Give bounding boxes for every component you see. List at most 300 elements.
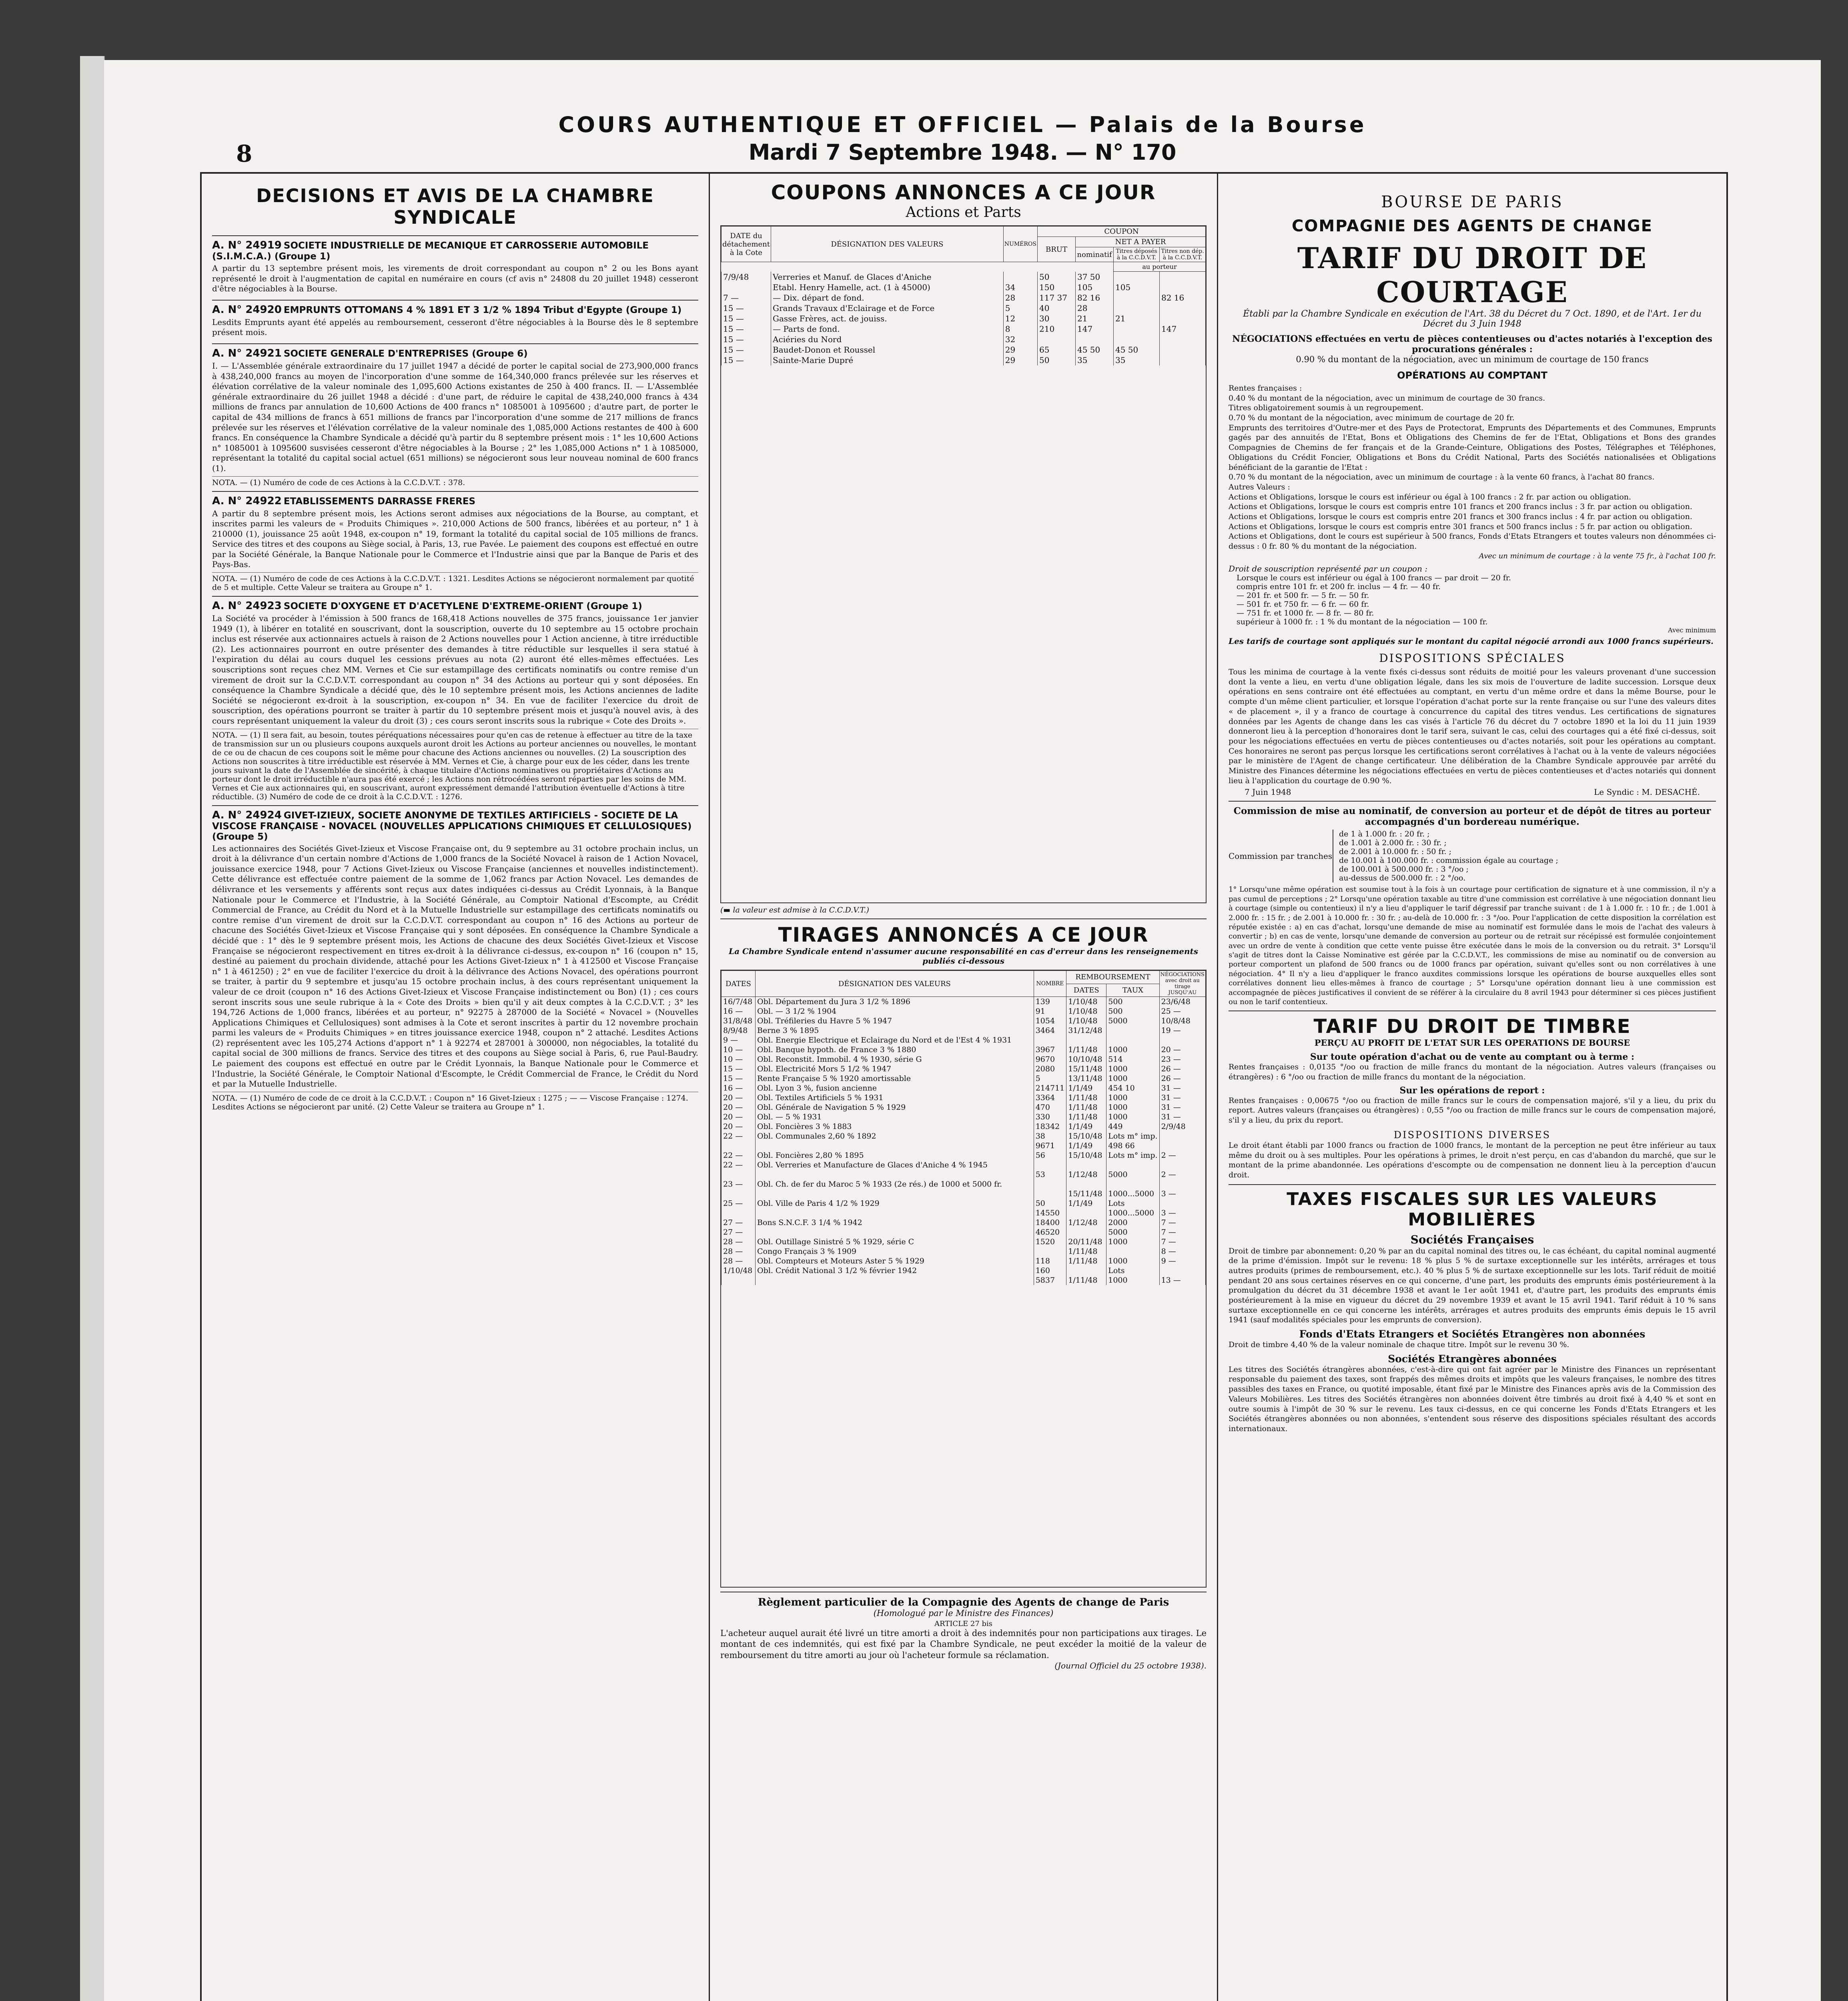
commission-label: Commission par tranches <box>1229 851 1333 861</box>
tirage-row-cell: 16 — <box>722 1007 756 1016</box>
divider <box>720 918 1207 919</box>
commission-title: Commission de mise au nominatif, de conversion au porteur et de dépôt de titres au porteur accompagnés d'un bordereau numérique. <box>1233 806 1711 828</box>
tirage-row-cell: 5837 <box>1034 1275 1066 1285</box>
tirage-row-cell: Obl. Banque hypoth. de France 3 % 1880 <box>756 1045 1034 1055</box>
coupon-row-cell: 50 <box>1038 355 1076 365</box>
tirage-row-cell: 1000 <box>1106 1275 1159 1285</box>
tirage-row-cell <box>1066 1227 1106 1237</box>
tirage-row-cell: 8 — <box>1159 1247 1205 1256</box>
tirage-row-cell: 1000...5000 <box>1106 1189 1159 1199</box>
tirage-row-cell <box>756 1189 1034 1199</box>
coupon-row-cell: 147 <box>1076 324 1114 334</box>
commission-line: au-dessus de 500.000 fr. : 2 °/oo. <box>1339 874 1466 883</box>
tirage-row-cell: 1000 <box>1106 1064 1159 1074</box>
commission-line: de 2.001 à 10.000 fr. : 50 fr. ; <box>1339 847 1452 856</box>
tirage-row-cell: 20 — <box>722 1093 756 1103</box>
tirage-row <box>722 1131 1206 1141</box>
tirages-table <box>721 970 1206 1285</box>
tirage-row-cell: 28 — <box>722 1247 756 1256</box>
tirage-row-cell: 1000 <box>1106 1112 1159 1122</box>
coupon-row-cell: 105 <box>1114 282 1160 293</box>
tirage-row-cell: 1/11/48 <box>1066 1275 1106 1285</box>
comptant-line: Actions et Obligations, dont le cours est supérieur à 500 francs, Fonds d'Etats Etrangers et toutes valeurs non dénommées ci-dessus : 0 fr. 80 % du montant de la négociation. <box>1229 532 1716 551</box>
tirage-row-cell: 23 — <box>722 1179 756 1189</box>
coupons-col-coupon: COUPON <box>1038 227 1206 237</box>
tirage-row-cell <box>1066 1160 1106 1170</box>
reglement-subtitle: (Homologué par le Ministre des Finances) <box>873 1608 1054 1618</box>
tirage-row-cell <box>1159 1035 1205 1045</box>
tirage-row-cell <box>722 1189 756 1199</box>
tirage-row <box>722 1179 1206 1189</box>
tirage-row-cell: Obl. Electricité Mors 5 1/2 % 1947 <box>756 1064 1034 1074</box>
coupon-row-cell: 150 <box>1038 282 1076 293</box>
coupon-row-cell <box>1160 334 1206 345</box>
avis-list <box>212 235 698 1115</box>
coupon-row-cell <box>1160 272 1206 282</box>
tirage-row-cell: 1/1/49 <box>1066 1122 1106 1131</box>
coupon-row-cell: 29 <box>1003 345 1037 355</box>
tirage-row-cell: 27 — <box>722 1218 756 1227</box>
coupon-row-cell: 50 <box>1038 272 1076 282</box>
tirage-row-cell <box>1159 1266 1205 1275</box>
tirage-row-cell: Obl. — 5 % 1931 <box>756 1112 1034 1122</box>
avis-body: I. — L'Assemblée générale extraordinaire du 17 juillet 1947 a décidé de porter le capital social de 273,900,000 francs à 438,240,000 francs au moyen de l'incorporation d'une somme de 164,340,000 francs prélevée sur les réserves et élévation corrélative de la valeur nominale des 1,095,600 Actions existantes de 250 à 400 francs. II. — L'Assemblée générale extraordinaire du 26 juillet 1948 a décidé : d'une part, de réduire le capital de 438,240,000 francs à 434 millions de francs par annulation de 10,600 Actions de 400 francs n° 1085001 à 1095600 ; d'autre part, de porter le capital de 434 millions de francs à 651 millions de francs par l'incorporation d'une somme de 217 millions de francs prélevée sur les réserves et l'élévation corrélative de la valeur nominale des 1,085,000 Actions restantes de 400 à 600 francs. En conséquence la Chambre Syndicale a décidé qu'à partir du 8 septembre présent mois : 1° les 10,600 Actions n° 1085001 à 1095600 susvisées cesseront d'être négociables à la Bourse ; 2° les 1,085,000 Actions n° 1 à 1085000, représentant la totalité du capital social actuel (651 millions) se négocieront sous leur nouveau nominal de 600 francs (1). <box>212 361 698 473</box>
tirage-row-cell: 1000...5000 <box>1106 1208 1159 1218</box>
comptant-line: 0.40 % du montant de la négociation, avec un minimum de courtage de 30 francs. <box>1229 393 1545 403</box>
coupon-row-cell: 105 <box>1076 282 1114 293</box>
souscription-min: Avec minimum <box>1668 626 1716 634</box>
coupon-row-cell <box>1114 303 1160 313</box>
tirage-row-cell: 31/8/48 <box>722 1016 756 1026</box>
coupon-row-cell: Baudet-Donon et Roussel <box>771 345 1004 355</box>
avis-note: NOTA. — (1) Numéro de code de ce droit à la C.C.D.V.T. : Coupon n° 16 Givet-Izieux : 1275 ; — — Viscose Française : 1274. Lesdites Actions se négocieront par unité. (2) Cette Valeur se traitera au Groupe n° 1. <box>212 1092 698 1111</box>
dispositions-title: DISPOSITIONS SPÉCIALES <box>1379 652 1565 665</box>
souscription-line: — 751 fr. et 1000 fr. — 8 fr. — 80 fr. <box>1237 609 1374 618</box>
commission-lines <box>1333 830 1558 882</box>
tirage-row-cell: 1/10/48 <box>1066 997 1106 1007</box>
coupon-row-cell <box>1114 272 1160 282</box>
coupon-row <box>722 324 1206 334</box>
tirage-row-cell: 15 — <box>722 1074 756 1083</box>
decisions-title: DECISIONS ET AVIS DE LA CHAMBRE SYNDICALE <box>256 185 654 228</box>
tirage-row-cell: Obl. Tréfileries du Havre 5 % 1947 <box>756 1016 1034 1026</box>
tirage-row-cell: 3464 <box>1034 1026 1066 1035</box>
coupon-row-cell: Etabl. Henry Hamelle, act. (1 à 45000) <box>771 282 1004 293</box>
avis-item <box>212 235 698 300</box>
reglement-body: L'acheteur auquel aurait été livré un titre amorti a droit à des indemnités pour non participations aux tirages. Le montant de ces indemnités, qui est fixé par la Chambre Syndicale, ne peut excéder la moitié de la valeur de remboursement du titre amorti au jour où l'acheteur formule sa réclamation. <box>720 1628 1207 1660</box>
tirage-row-cell: 31 — <box>1159 1093 1205 1103</box>
tirage-row-cell: 330 <box>1034 1112 1066 1122</box>
tirage-row-cell: 27 — <box>722 1227 756 1237</box>
tirages-col-dates: DATES <box>722 971 756 997</box>
tirage-row-cell: 2000 <box>1106 1218 1159 1227</box>
tirage-row-cell: 13 — <box>1159 1275 1205 1285</box>
tirage-row-cell: Obl. Crédit National 3 1/2 % février 1942 <box>756 1266 1034 1275</box>
tirage-row-cell: 22 — <box>722 1131 756 1141</box>
tirage-row-cell: 15/10/48 <box>1066 1151 1106 1160</box>
tirage-row-cell <box>1159 1160 1205 1170</box>
coupon-row-cell: 65 <box>1038 345 1076 355</box>
tirage-row-cell: Obl. Compteurs et Moteurs Aster 5 % 1929 <box>756 1256 1034 1266</box>
tirage-row-cell <box>1106 1026 1159 1035</box>
coupons-col-porteur: au porteur <box>1114 262 1206 272</box>
tirage-row-cell: 38 <box>1034 1131 1066 1141</box>
avis-note: NOTA. — (1) Numéro de code de ces Actions à la C.C.D.V.T. : 1321. Lesdites Actions se négocieront normalement par quotité de 5 et multiple. Cette Valeur se traitera au Groupe n° 1. <box>212 572 698 592</box>
coupon-row-cell: — Parts de fond. <box>771 324 1004 334</box>
coupon-row-cell: 147 <box>1160 324 1206 334</box>
tirage-row-cell: 15 — <box>722 1064 756 1074</box>
comptant-line: Titres obligatoirement soumis à un regroupement. <box>1229 403 1424 413</box>
coupon-row-cell: Grands Travaux d'Eclairage et de Force <box>771 303 1004 313</box>
tirage-row-cell <box>722 1275 756 1285</box>
tirage-row-cell: 31 — <box>1159 1103 1205 1112</box>
coupon-row-cell: 15 — <box>722 324 771 334</box>
coupon-row-cell: 117 37 <box>1038 293 1076 303</box>
tirage-row-cell: Lots <box>1106 1199 1159 1208</box>
tirages-col-taux: TAUX <box>1106 984 1159 997</box>
tirage-row-cell: 28 — <box>722 1256 756 1266</box>
tirage-row-cell: 50 <box>1034 1199 1066 1208</box>
coupons-table-box <box>720 225 1207 903</box>
comptant-block <box>1229 383 1716 551</box>
tirage-row-cell: 1/11/48 <box>1066 1112 1106 1122</box>
coupons-col-date: DATE du détachement à la Cote <box>722 227 771 262</box>
tirage-row-cell <box>722 1208 756 1218</box>
avis-number: A. N° 24923 <box>212 600 282 612</box>
coupon-row-cell: 15 — <box>722 313 771 324</box>
tirage-row-cell: Obl. Ville de Paris 4 1/2 % 1929 <box>756 1199 1034 1208</box>
tirage-row-cell: 10 — <box>722 1045 756 1055</box>
reglement-source: (Journal Officiel du 25 octobre 1938). <box>1054 1660 1207 1670</box>
tirage-row-cell: 10/10/48 <box>1066 1055 1106 1064</box>
tirage-row-cell <box>1106 1160 1159 1170</box>
tirage-row-cell <box>1034 1189 1066 1199</box>
tirage-row-cell: Berne 3 % 1895 <box>756 1026 1034 1035</box>
tirage-row <box>722 1160 1206 1170</box>
coupon-row-cell: 15 — <box>722 345 771 355</box>
tirage-row-cell: 214711 <box>1034 1083 1066 1093</box>
tirage-row <box>722 1083 1206 1093</box>
avis-number: A. N° 24919 <box>212 239 282 251</box>
tirage-row <box>722 1189 1206 1199</box>
coupons-note: (▬ la valeur est admise à la C.C.D.V.T.) <box>720 906 869 914</box>
soc-fr-body: Droit de timbre par abonnement: 0,20 % par an du capital nominal des titres ou, le cas échéant, du capital nominal augmenté de la prime d'émission. Impôt sur le revenu: 18 % plus 5 % de surtaxe exceptionnelle sur les intérêts, arrérages et tous autres produits (primes de remboursement, etc.). 40 % plus 5 % de surtaxe exceptionnelle sur les lots. Tarif réduit de moitié pendant 20 ans sous certaines réserves en ce qui concerne, d'une part, les produits des emprunts émis postérieurement à la promulgation du décret du 31 décembre 1938 et avant le 1er août 1941 et, d'autre part, les produits des emprunts émis postérieurement à la mise en vigueur du décret du 29 novembre 1939 et avant le 15 avril 1941. Tarif réduit à 10 % sans surtaxe exceptionnelle en ce qui concerne les intérêts, arrérages et autres produits des emprunts émis depuis le 15 avril 1941 (sauf modalités spéciales pour les emprunts de conversion). <box>1229 1246 1716 1325</box>
tirage-row-cell: 16/7/48 <box>722 997 756 1007</box>
timbre-h2: Sur les opérations de report : <box>1399 1085 1545 1096</box>
tirage-row-cell: 9 — <box>1159 1256 1205 1266</box>
tirage-row-cell: 10 — <box>722 1055 756 1064</box>
tirage-row-cell: 91 <box>1034 1007 1066 1016</box>
tirage-row-cell <box>756 1141 1034 1151</box>
tirage-row-cell <box>1066 1208 1106 1218</box>
column-decisions <box>202 174 710 2001</box>
tirage-row-cell: 18342 <box>1034 1122 1066 1131</box>
coupon-row-cell: Gasse Frères, act. de jouiss. <box>771 313 1004 324</box>
tirage-row <box>722 1208 1206 1218</box>
tirage-row-cell: 15/11/48 <box>1066 1189 1106 1199</box>
tirage-row-cell: 28 — <box>722 1237 756 1247</box>
coupon-row-cell: 45 50 <box>1114 345 1160 355</box>
coupon-row-cell: 35 <box>1114 355 1160 365</box>
timbre-h1: Sur toute opération d'achat ou de vente au comptant ou à terme : <box>1310 1052 1635 1063</box>
commission-line: de 100.001 à 500.000 fr. : 3 °/oo ; <box>1339 865 1469 874</box>
tirage-row <box>722 997 1206 1007</box>
tirage-row-cell <box>756 1275 1034 1285</box>
tirage-row-cell: 500 <box>1106 997 1159 1007</box>
tirage-row-cell: 1/11/48 <box>1066 1093 1106 1103</box>
tirage-row-cell <box>1034 1247 1066 1256</box>
coupons-col-nondeposes: Titres non dép. à la C.C.D.V.T. <box>1160 247 1206 262</box>
tirage-row-cell: 1000 <box>1106 1237 1159 1247</box>
tirage-row-cell: 454 10 <box>1106 1083 1159 1093</box>
tirage-row <box>722 1055 1206 1064</box>
masthead-title: COURS AUTHENTIQUE ET OFFICIEL — Palais de la Bourse <box>558 112 1367 137</box>
tirage-row-cell: 3967 <box>1034 1045 1066 1055</box>
tirage-row-cell: 5000 <box>1106 1227 1159 1237</box>
coupon-row-cell: 32 <box>1003 334 1037 345</box>
coupon-row-cell: 28 <box>1076 303 1114 313</box>
tirage-row-cell: 3 — <box>1159 1189 1205 1199</box>
comptant-line: Actions et Obligations, lorsque le cours est inférieur ou égal à 100 francs : 2 fr. par action ou obligation. <box>1229 492 1632 501</box>
tirages-col-remboursement: REMBOURSEMENT <box>1066 971 1159 984</box>
newspaper-page <box>104 60 1821 2001</box>
tirage-row-cell <box>1106 1179 1159 1189</box>
coupons-title: COUPONS ANNONCES A CE JOUR <box>771 181 1156 204</box>
coupon-row-cell <box>1076 334 1114 345</box>
coupons-col-net: NET A PAYER <box>1076 237 1206 247</box>
tirage-row-cell: 25 — <box>1159 1007 1205 1016</box>
avis-title: SOCIETE GENERALE D'ENTREPRISES (Groupe 6) <box>283 348 528 359</box>
tirage-row-cell <box>1066 1035 1106 1045</box>
coupon-row-cell <box>1114 293 1160 303</box>
tirage-row-cell: Lots m° imp. <box>1106 1131 1159 1141</box>
tirages-col-nombre: NOMBRE <box>1034 971 1066 997</box>
coupon-row-cell: 15 — <box>722 334 771 345</box>
page-number: 8 <box>236 140 253 167</box>
tirage-row-cell: 1000 <box>1106 1074 1159 1083</box>
coupon-row-cell: 82 16 <box>1076 293 1114 303</box>
coupon-row-cell: 37 50 <box>1076 272 1114 282</box>
timbre-l1: Rentes françaises : 0,0135 °/oo ou fraction de mille francs du montant de la négociation. Autres valeurs (françaises ou étrangères) : 6 °/oo ou fraction de mille francs du montant de la négociation. <box>1229 1063 1716 1082</box>
tirage-row-cell <box>722 1170 756 1179</box>
tirage-row-cell <box>1034 1179 1066 1189</box>
tirage-row-cell: 3364 <box>1034 1093 1066 1103</box>
comptant-lines <box>1229 383 1716 551</box>
tirage-row-cell: 1000 <box>1106 1103 1159 1112</box>
tirage-row-cell: 2/9/48 <box>1159 1122 1205 1131</box>
coupon-row-cell <box>1114 334 1160 345</box>
divider <box>1229 801 1716 802</box>
coupon-row-cell: 30 <box>1038 313 1076 324</box>
coupons-col-nominatif: nominatif <box>1076 247 1114 262</box>
coupons-col-designation: DÉSIGNATION DES VALEURS <box>771 227 1004 262</box>
avis-title: SOCIETE D'OXYGENE ET D'ACETYLENE D'EXTREME-ORIENT (Groupe 1) <box>283 601 642 612</box>
coupon-row-cell: Verreries et Manuf. de Glaces d'Aniche <box>771 272 1004 282</box>
tarif-courtage-title: TARIF DU DROIT DE COURTAGE <box>1297 241 1648 309</box>
coupon-row-cell: 8 <box>1003 324 1037 334</box>
comptant-line: Autres Valeurs : <box>1229 482 1290 491</box>
tirages-col-rdates: DATES <box>1066 984 1106 997</box>
tirage-row-cell: 15/10/48 <box>1066 1131 1106 1141</box>
soc-fr-title: Sociétés Françaises <box>1410 1233 1534 1246</box>
tirage-row-cell <box>1034 1160 1066 1170</box>
avis-number: A. N° 24921 <box>212 347 282 359</box>
tirage-row-cell <box>1066 1266 1106 1275</box>
tirage-row-cell: 1000 <box>1106 1093 1159 1103</box>
tirage-row <box>722 1074 1206 1083</box>
commission-tranches <box>1229 830 1716 882</box>
tirage-row-cell: 14550 <box>1034 1208 1066 1218</box>
dispositions-body: Tous les minima de courtage à la vente fixés ci-dessus sont réduits de moitié pour les valeurs provenant d'une succession dont la vente a lieu, en vertu d'une obligation légale, dans les six mois de l'ouverture de ladite succession. Lorsque deux opérations en sens contraire ont été effectuées au comptant, en vertu d'un même ordre et dans la même Bourse, pour le compte d'un même client particulier, et lorsque l'opération d'achat porte sur la rente française ou sur l'une des valeurs dites « de placement », il y a franco de courtage à concurrence du capital des titres vendus. Les certifications de signatures données par les Agents de change dans les cas visés à l'article 76 du décret du 7 octobre 1890 et la loi du 11 juin 1939 donneront lieu à la perception d'honoraires dont le tarif sera, suivant le cas, celui des courtages qui a été fixé ci-dessus, soit pour les négociations effectuées en vertu de pièces contentieuses ou d'actes notariés, soit pour les opérations au comptant. Ces honoraires ne seront pas perçus lorsque les certifications seront corrélatives à l'achat ou à la vente de valeurs négociées par le ministère de l'Agent de change certificateur. Une délibération de la Chambre Syndicale approuvée par arrêté du Ministre des Finances détermine les négociations effectuées en vertu de pièces contentieuses et d'actes notariés qui donnent lieu à l'application du courtage de 0.90 %. <box>1229 668 1716 785</box>
tirage-row <box>722 1026 1206 1035</box>
timbre-title: TARIF DU DROIT DE TIMBRE <box>1313 1015 1631 1038</box>
avis-note: NOTA. — (1) Numéro de code de ces Actions à la C.C.D.V.T. : 378. <box>212 476 698 487</box>
coupons-subtitle: Actions et Parts <box>906 204 1021 221</box>
divers-title: DISPOSITIONS DIVERSES <box>1393 1129 1551 1141</box>
tirage-row-cell: 5 <box>1034 1074 1066 1083</box>
coupon-row-cell: 21 <box>1076 313 1114 324</box>
coupon-row-cell <box>1160 313 1206 324</box>
tirage-row-cell: 5000 <box>1106 1170 1159 1179</box>
signature-syndic: Le Syndic : M. DESACHÉ. <box>1594 787 1700 797</box>
tirage-row-cell: 16 — <box>722 1083 756 1093</box>
coupon-row-cell: 7/9/48 <box>722 272 771 282</box>
coupon-row-cell: 29 <box>1003 355 1037 365</box>
tirage-row-cell: Obl. Foncières 2,80 % 1895 <box>756 1151 1034 1160</box>
signature-date: 7 Juin 1948 <box>1245 787 1291 797</box>
tirage-row-cell: 23 — <box>1159 1055 1205 1064</box>
tirage-row <box>722 1266 1206 1275</box>
coupon-row <box>722 355 1206 365</box>
comptant-line: 0.70 % du montant de la négociation, avec minimum de courtage de 20 fr. <box>1229 413 1515 423</box>
tirage-row-cell: 22 — <box>722 1160 756 1170</box>
fonds-body: Droit de timbre 4,40 % de la valeur nominale de chaque titre. Impôt sur le revenu 30 %. <box>1229 1340 1569 1349</box>
tirage-row-cell: 2 — <box>1159 1170 1205 1179</box>
fonds-title: Fonds d'Etats Etrangers et Sociétés Etrangères non abonnées <box>1299 1328 1646 1340</box>
coupons-rows <box>722 272 1206 365</box>
comptant-line: Rentes françaises : <box>1229 384 1302 393</box>
coupon-row-cell <box>722 282 771 293</box>
tirage-row-cell <box>756 1170 1034 1179</box>
tirage-row-cell: 1/11/48 <box>1066 1247 1106 1256</box>
tirage-row-cell: 1/12/48 <box>1066 1218 1106 1227</box>
tirage-row <box>722 1035 1206 1045</box>
avis-item <box>212 300 698 343</box>
tirage-row-cell: 20 — <box>722 1122 756 1131</box>
tirage-row-cell: 1/1/49 <box>1066 1083 1106 1093</box>
coupon-row <box>722 282 1206 293</box>
tirage-row <box>722 1064 1206 1074</box>
tirage-row-cell <box>1106 1247 1159 1256</box>
tirage-row-cell: Obl. Reconstit. Immobil. 4 % 1930, série G <box>756 1055 1034 1064</box>
tirage-row <box>722 1103 1206 1112</box>
tirage-row-cell: 20 — <box>722 1112 756 1122</box>
tirage-row-cell: Obl. Lyon 3 %, fusion ancienne <box>756 1083 1034 1093</box>
timbre-subtitle: PERÇU AU PROFIT DE L'ETAT SUR LES OPERATIONS DE BOURSE <box>1314 1038 1630 1048</box>
tirage-row <box>722 1247 1206 1256</box>
masthead-date: Mardi 7 Septembre 1948. — N° 170 <box>748 140 1177 165</box>
tirage-row-cell: 19 — <box>1159 1026 1205 1035</box>
tirage-row-cell: 7 — <box>1159 1237 1205 1247</box>
tirage-row-cell: 20 — <box>1159 1045 1205 1055</box>
tirage-row-cell: 18400 <box>1034 1218 1066 1227</box>
tirage-row-cell: 1/10/48 <box>722 1266 756 1275</box>
coupon-row <box>722 272 1206 282</box>
divider <box>1229 1184 1716 1185</box>
tirages-table-box <box>720 970 1207 1588</box>
tirage-row-cell: 1/11/48 <box>1066 1103 1106 1112</box>
tirage-row-cell <box>722 1141 756 1151</box>
tirage-row-cell: 7 — <box>1159 1218 1205 1227</box>
tirage-row-cell: 449 <box>1106 1122 1159 1131</box>
timbre-l2: Rentes françaises : 0,00675 °/oo ou fraction de mille francs sur le cours de compensation majoré, s'il y a lieu, du prix du report. Autres valeurs (françaises ou étrangères) : 0,55 °/oo ou fraction de mille francs sur le cours de compensation majoré, s'il y a lieu, du prix du report. <box>1229 1096 1716 1125</box>
tirage-row-cell <box>1159 1141 1205 1151</box>
minimum-note: Avec un minimum de courtage : à la vente 75 fr., à l'achat 100 fr. <box>1479 551 1716 560</box>
soc-abon-title: Sociétés Etrangères abonnées <box>1388 1353 1557 1365</box>
coupon-row-cell <box>1003 272 1037 282</box>
tirage-row-cell: 13/11/48 <box>1066 1074 1106 1083</box>
tarif-note: Les tarifs de courtage sont appliqués sur le montant du capital négocié arrondi aux 1000 francs supérieurs. <box>1229 636 1714 646</box>
coupon-row-cell: 7 — <box>722 293 771 303</box>
tirage-row-cell: 25 — <box>722 1199 756 1208</box>
tirage-row-cell: Obl. Ch. de fer du Maroc 5 % 1933 (2e rés.) de 1000 et 5000 fr. <box>756 1179 1034 1189</box>
tirage-row <box>722 1227 1206 1237</box>
tirages-rows <box>722 997 1206 1285</box>
coupon-row <box>722 293 1206 303</box>
avis-body: Lesdits Emprunts ayant été appelés au remboursement, cesseront d'être négociables à la Bourse dès le 8 septembre présent mois. <box>212 317 698 337</box>
tirage-row-cell: 2080 <box>1034 1064 1066 1074</box>
tirage-row-cell: 26 — <box>1159 1074 1205 1083</box>
coupon-row-cell <box>1114 324 1160 334</box>
tirage-row-cell: Obl. Energie Electrique et Eclairage du Nord et de l'Est 4 % 1931 <box>756 1035 1034 1045</box>
tirage-row-cell: 7 — <box>1159 1227 1205 1237</box>
coupon-row-cell <box>1160 303 1206 313</box>
tirage-row <box>722 1122 1206 1131</box>
column-coupons-tirages <box>710 174 1218 2001</box>
tirage-row-cell: 118 <box>1034 1256 1066 1266</box>
commission-line: de 1.001 à 2.000 fr. : 30 fr. ; <box>1339 838 1447 848</box>
comptant-line: Emprunts des territoires d'Outre-mer et des Pays de Protectorat, Emprunts des Départements et des Communes, Emprunts gagés par des annuités de l'Etat, Bons et Obligations des Chemins de fer de l'Etat, Obligations et Bons des grandes Compagnies de Chemins de fer français et de la Grande-Ceinture, Obligations des Postes, Télégraphes et Téléphones, Obligations du Crédit Foncier, Obligations et Bons du Crédit National, Parts des Sociétés nationalisées et Obligations bénéficiant de la garantie de l'Etat : <box>1229 423 1716 472</box>
tarif-courtage-subtitle: Établi par la Chambre Syndicale en exécution de l'Art. 38 du Décret du 7 Oct. 1890, et de l'Art. 1er du Décret du 3 Juin 1948 <box>1243 309 1702 329</box>
coupon-row-cell <box>1160 345 1206 355</box>
tirage-row-cell <box>1034 1035 1066 1045</box>
tirage-row <box>722 1141 1206 1151</box>
divers-body: Le droit étant établi par 1000 francs ou fraction de 1000 francs, le montant de la perception ne peut être inférieur au taux même du droit ou à ses multiples. Pour les opérations à primes, le droit n'est perçu, en cas d'abandon du marché, que sur le montant de la prime abandonnée. Les opérations d'escompte ou de compensation ne donnent lieu à la perception d'aucun droit. <box>1229 1141 1716 1179</box>
tirage-row-cell: 1/11/48 <box>1066 1045 1106 1055</box>
tirage-row-cell: 500 <box>1106 1007 1159 1016</box>
tirage-row-cell: Obl. Département du Jura 3 1/2 % 1896 <box>756 997 1034 1007</box>
tirage-row-cell: 1/10/48 <box>1066 1007 1106 1016</box>
tirages-col-negociations: NÉGOCIATIONS avec droit au tirage JUSQU'AU <box>1159 971 1205 997</box>
tirage-row-cell: 23/6/48 <box>1159 997 1205 1007</box>
comptant-title: OPÉRATIONS AU COMPTANT <box>1397 370 1547 381</box>
tirages-col-designation: DÉSIGNATION DES VALEURS <box>756 971 1034 997</box>
tirage-row-cell <box>1106 1035 1159 1045</box>
commission-body: 1° Lorsqu'une même opération est soumise tout à la fois à un courtage pour certification de signature et à une commission, il n'y a pas cumul de perceptions ; 2° Lorsqu'une opération taxable au titre d'une commission est corrélative à une négociation donnant lieu à courtage (simple ou contentieux) il n'y a lieu d'appliquer le tarif dégressif par tranche suivant : de 1 à 1.000 fr. : 10 fr. ; de 1.001 à 2.000 fr. : 15 fr. ; de 2.001 à 10.000 fr. : 30 fr. ; au-delà de 10.000 fr. : 3 °/oo. Pour l'application de cette disposition la corrélation est réputée existée : a) en cas d'achat, lorsqu'une demande de mise au nominatif est formulée dans le mois de l'achat des valeurs à convertir ; b) en cas de vente, lorsqu'une demande de conversion au porteur ou de retrait sur récépissé est formulée conjointement avec un ordre de vente à condition que cette vente puisse être exécutée dans le mois de la conversion ou du retrait. 3° Lorsqu'il s'agit de titres dont la Caisse Nominative est gérée par la C.C.D.V.T., les commissions de mise au nominatif ou de conversion au porteur comportent un plafond de 500 francs ou de 1000 francs par opération, suivant qu'elles sont ou non corrélatives à une négociation. 4° Il n'y a lieu d'appliquer le franco auxdites commissions lorsque les opérations de bourse auxquelles elles sont corrélatives donnent lieu elles-mêmes à franco de courtage ; 5° Lorsqu'une opération donnant lieu à une commission est accompagnée de pièces justificatives il convient de se référer à la circulaire du 8 avril 1943 pour déterminer si ces pièces justifient ou non le tarif contentieux. <box>1229 885 1716 1007</box>
avis-body: La Société va procéder à l'émission à 500 francs de 168,418 Actions nouvelles de 375 francs, jouissance 1er janvier 1949 (1), à libérer en totalité en souscrivant, dont la souscription, ouverte du 10 septembre au 15 octobre prochain inclus est réservée aux actionnaires actuels à raison de 2 Actions nouvelles pour 1 Action ancienne, à titre irréductible (2). Les actionnaires pourront en outre présenter des demandes à titre réductible sur lesquelles il sera statué à l'expiration du délai au cours duquel les cessions prévues au nota (2) auront été elles-mêmes effectuées. Les souscriptions sont reçues chez MM. Vernes et Cie sur estampillage des certificats nominatifs ou contre remise d'un virement de droit sur la C.C.D.V.T. correspondant au coupon n° 34 des Actions au porteur qui y sont déposées. En conséquence la Chambre Syndicale a décidé que, dès le 10 septembre présent mois, les Actions anciennes de ladite Société se négocieront ex-droit à la souscription, ex-coupon n° 34. En vue de faciliter l'exercice du droit de souscription, des opérations pourront se traiter à partir du 10 septembre présent mois et jusqu'à nouvel avis, à des cours représentant uniquement la valeur du droit (3) ; ces cours seront inscrits sous la rubrique « Cote des Droits ». <box>212 614 698 726</box>
tirage-row <box>722 1093 1206 1103</box>
tirage-row-cell: Rente Française 5 % 1920 amortissable <box>756 1074 1034 1083</box>
page-edge <box>80 56 105 2001</box>
tirage-row-cell: 1000 <box>1106 1045 1159 1055</box>
coupon-row-cell: 15 — <box>722 355 771 365</box>
coupon-row-cell: 45 50 <box>1076 345 1114 355</box>
tirage-row-cell: 22 — <box>722 1151 756 1160</box>
coupon-row-cell: 5 <box>1003 303 1037 313</box>
company-title: COMPAGNIE DES AGENTS DE CHANGE <box>1292 217 1653 235</box>
tirage-row-cell: 514 <box>1106 1055 1159 1064</box>
signature-line <box>1245 787 1700 797</box>
